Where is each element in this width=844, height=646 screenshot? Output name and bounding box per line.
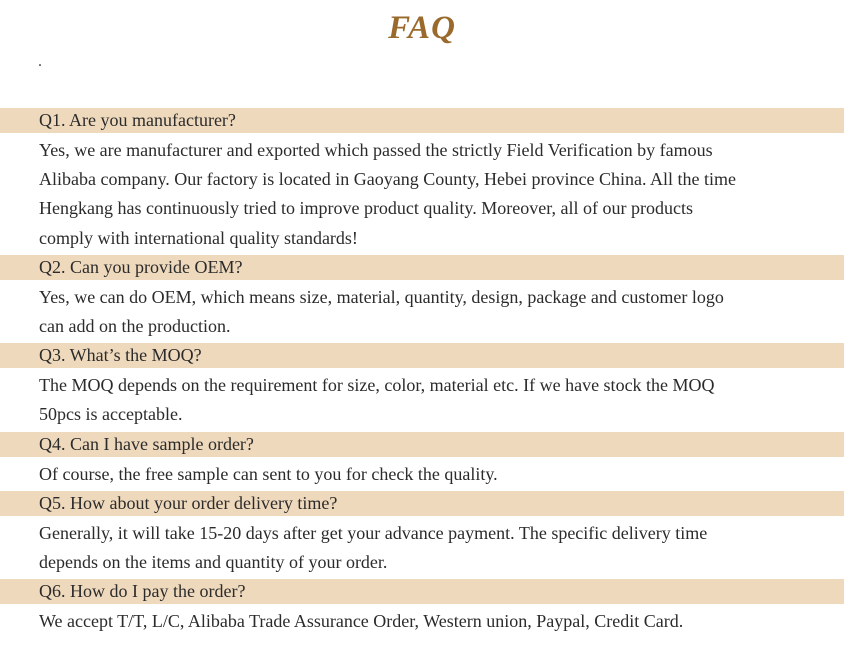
page-title: FAQ	[388, 10, 456, 46]
faq-answer-4	[0, 460, 844, 489]
faq-answer-2	[0, 283, 844, 341]
answer-line: can add on the production.	[39, 316, 231, 337]
faq-answer-5	[0, 519, 844, 577]
answer-line: Yes, we can do OEM, which means size, material, quantity, design, package and customer logo	[39, 286, 724, 307]
answer-line: 50pcs is acceptable.	[39, 404, 183, 425]
answer-line: Yes, we are manufacturer and exported which passed the strictly Field Verification by famous	[39, 140, 713, 160]
faq-question-1: Q1. Are you manufacturer?	[0, 108, 844, 133]
faq-question-5: Q5. How about your order delivery time?	[0, 491, 844, 516]
faq-question-2: Q2. Can you provide OEM?	[0, 255, 844, 280]
decorative-dot: .	[38, 53, 42, 70]
faq-list	[0, 108, 844, 638]
answer-line: comply with international quality standards!	[39, 227, 358, 248]
answer-line: We accept T/T, L/C, Alibaba Trade Assurance Order, Western union, Paypal, Credit Card.	[39, 611, 684, 632]
faq-question-3: Q3. What’s the MOQ?	[0, 343, 844, 368]
faq-question-4: Q4. Can I have sample order?	[0, 432, 844, 457]
faq-answer-3	[0, 371, 844, 429]
answer-line: depends on the items and quantity of your order.	[39, 552, 388, 573]
answer-line: Hengkang has continuously tried to improve product quality. Moreover, all of our products	[39, 198, 693, 219]
faq-answer-6	[0, 607, 844, 636]
answer-line: Generally, it will take 15-20 days after get your advance payment. The specific delivery time	[39, 522, 708, 543]
answer-line: The MOQ depends on the requirement for size, color, material etc. If we have stock the MOQ	[39, 375, 715, 396]
answer-line: Alibaba company. Our factory is located in Gaoyang County, Hebei province China. All the time	[39, 169, 736, 190]
faq-answer-1	[0, 136, 844, 253]
answer-line: Of course, the free sample can sent to you for check the quality.	[39, 463, 498, 484]
faq-question-6: Q6. How do I pay the order?	[0, 579, 844, 604]
